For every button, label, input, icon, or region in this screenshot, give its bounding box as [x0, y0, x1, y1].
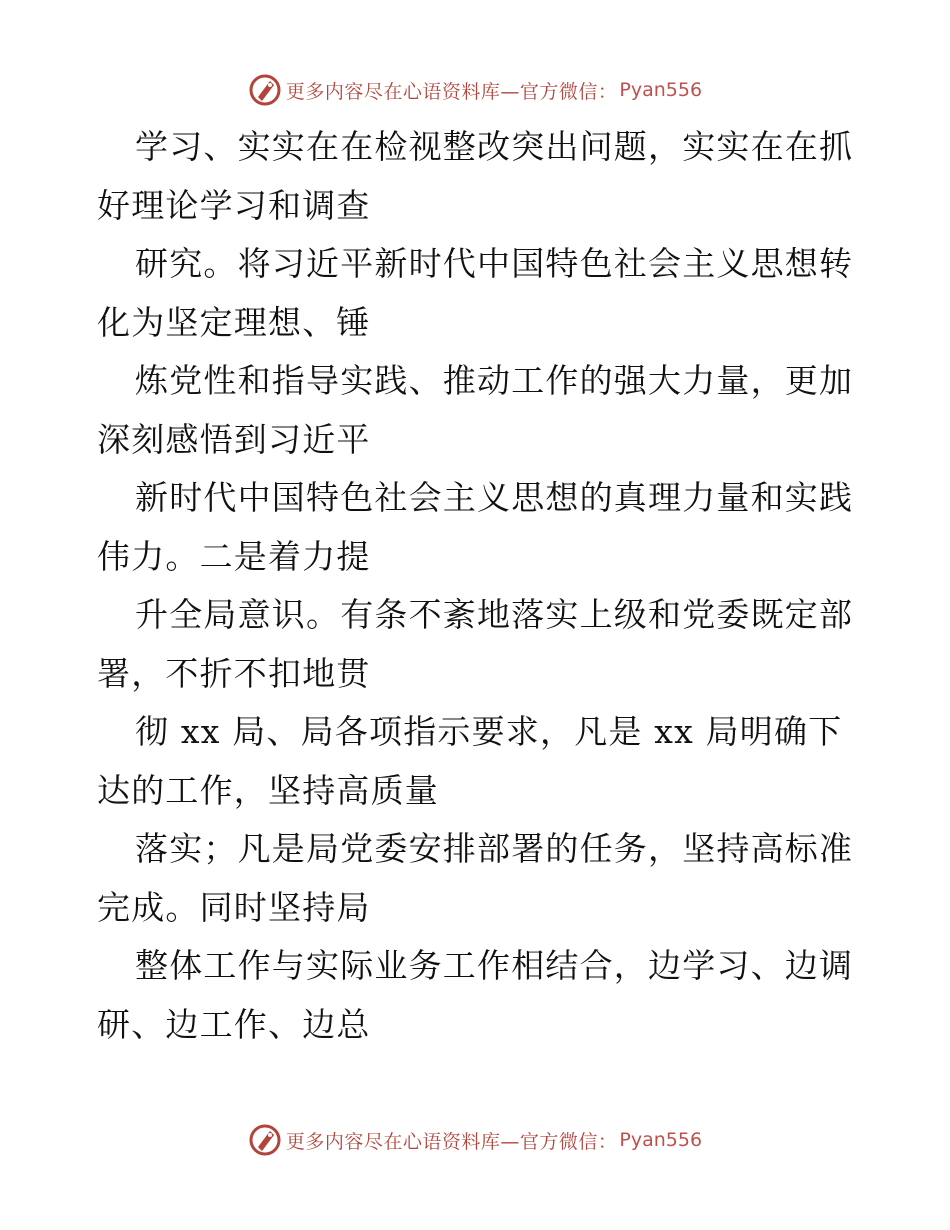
text-line: 伟力。二是着力提 [97, 536, 371, 576]
text-line: 研、边工作、边总 [97, 1004, 371, 1044]
document-body [97, 118, 857, 1054]
header-wechat-id: Pyan556 [619, 79, 703, 101]
footer-wechat-id: Pyan556 [619, 1129, 703, 1151]
text-line: 整体工作与实际业务工作相结合，边学习、边调 [135, 946, 854, 985]
text-line: 落实；凡是局党委安排部署的任务，坚持高标准 [135, 829, 854, 868]
text-line: 研究。将习近平新时代中国特色社会主义思想转 [135, 244, 854, 283]
pen-nib-logo-icon [248, 1123, 282, 1157]
header-banner [0, 70, 950, 110]
text-line: 化为坚定理想、锤 [97, 302, 371, 342]
text-line: 达的工作，坚持高质量 [97, 770, 439, 810]
text-line: 炼党性和指导实践、推动工作的强大力量，更加 [135, 361, 854, 400]
text-line: 好理论学习和调查 [97, 185, 371, 225]
header-banner-text: 更多内容尽在心语资料库—官方微信： [285, 80, 618, 103]
footer-banner [0, 1120, 950, 1160]
text-line: 深刻感悟到习近平 [97, 419, 371, 459]
footer-banner-text: 更多内容尽在心语资料库—官方微信： [285, 1130, 618, 1153]
text-line: 升全局意识。有条不紊地落实上级和党委既定部 [135, 595, 854, 634]
text-line: 学习、实实在在检视整改突出问题，实实在在抓 [135, 127, 854, 166]
pen-nib-logo-icon [248, 73, 282, 107]
text-line: 彻 xx 局、局各项指示要求，凡是 xx 局明确下 [135, 712, 843, 751]
text-line: 新时代中国特色社会主义思想的真理力量和实践 [135, 478, 854, 517]
text-line: 完成。同时坚持局 [97, 887, 371, 927]
text-line: 署，不折不扣地贯 [97, 653, 371, 693]
